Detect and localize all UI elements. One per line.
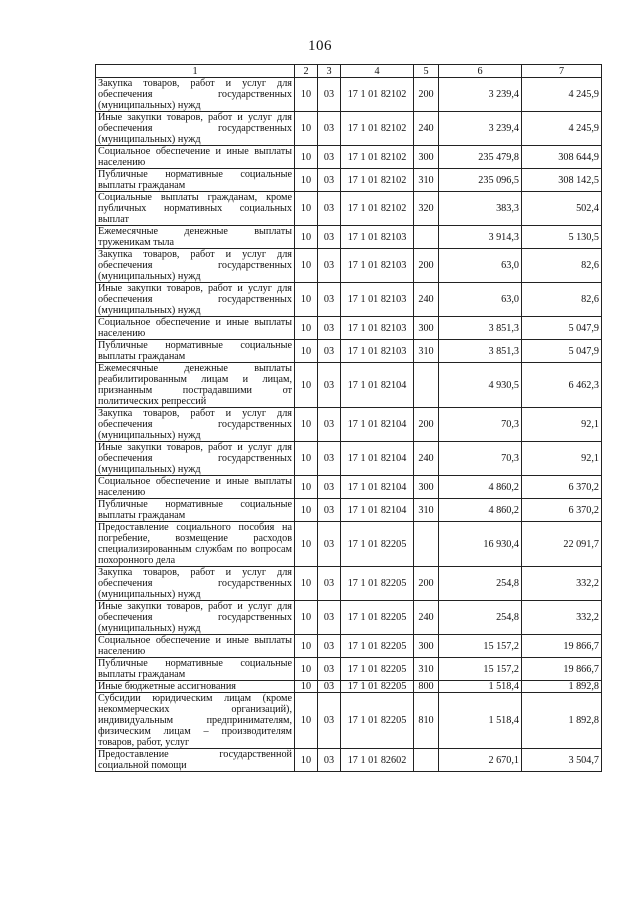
table-row: [96, 442, 602, 476]
row-name: Иные закупки товаров, работ и услуг для обеспечения государственных (муниципальных) нужд: [96, 601, 295, 635]
row-subsection: 03: [318, 192, 341, 226]
table-row: [96, 317, 602, 340]
row-amount-year2: 5 130,5: [522, 226, 602, 249]
row-amount-year2: 308 644,9: [522, 146, 602, 169]
row-section: 10: [295, 749, 318, 772]
row-name: Закупка товаров, работ и услуг для обеспечения государственных (муниципальных) нужд: [96, 78, 295, 112]
row-subsection: 03: [318, 749, 341, 772]
row-name: Социальное обеспечение и иные выплаты населению: [96, 476, 295, 499]
column-header: 5: [414, 65, 439, 78]
row-amount-year2: 332,2: [522, 567, 602, 601]
row-expense-type: 810: [414, 693, 439, 749]
row-amount-year1: 15 157,2: [439, 658, 522, 681]
row-expense-type: 200: [414, 78, 439, 112]
row-section: 10: [295, 442, 318, 476]
row-amount-year1: 3 851,3: [439, 340, 522, 363]
column-header: 4: [341, 65, 414, 78]
row-target-code: 17 1 01 82104: [341, 408, 414, 442]
row-amount-year1: 235 479,8: [439, 146, 522, 169]
row-name: Иные закупки товаров, работ и услуг для обеспечения государственных (муниципальных) нужд: [96, 283, 295, 317]
row-subsection: 03: [318, 408, 341, 442]
row-amount-year2: 4 245,9: [522, 112, 602, 146]
row-section: 10: [295, 169, 318, 192]
row-target-code: 17 1 01 82205: [341, 658, 414, 681]
row-name: Иные бюджетные ассигнования: [96, 681, 295, 693]
row-subsection: 03: [318, 693, 341, 749]
row-target-code: 17 1 01 82205: [341, 681, 414, 693]
row-section: 10: [295, 340, 318, 363]
table-row: [96, 693, 602, 749]
row-amount-year2: 6 462,3: [522, 363, 602, 408]
row-amount-year1: 63,0: [439, 283, 522, 317]
row-name: Иные закупки товаров, работ и услуг для обеспечения государственных (муниципальных) нужд: [96, 112, 295, 146]
row-target-code: 17 1 01 82102: [341, 78, 414, 112]
row-expense-type: 800: [414, 681, 439, 693]
row-name: Иные закупки товаров, работ и услуг для обеспечения государственных (муниципальных) нужд: [96, 442, 295, 476]
column-header: 6: [439, 65, 522, 78]
row-amount-year2: 82,6: [522, 249, 602, 283]
row-name: Субсидии юридическим лицам (кроме некоммерческих организаций), индивидуальным предпринимателям, физическим лицам – производителям товаров, работ, услуг: [96, 693, 295, 749]
row-expense-type: 240: [414, 283, 439, 317]
row-expense-type: 300: [414, 317, 439, 340]
row-subsection: 03: [318, 363, 341, 408]
table-row: [96, 476, 602, 499]
table-row: [96, 408, 602, 442]
row-amount-year2: 22 091,7: [522, 522, 602, 567]
row-expense-type: 200: [414, 408, 439, 442]
row-amount-year2: 3 504,7: [522, 749, 602, 772]
row-subsection: 03: [318, 442, 341, 476]
row-target-code: 17 1 01 82103: [341, 249, 414, 283]
row-name: Публичные нормативные социальные выплаты гражданам: [96, 340, 295, 363]
table-row: [96, 499, 602, 522]
row-expense-type: [414, 522, 439, 567]
row-expense-type: 240: [414, 442, 439, 476]
row-expense-type: 310: [414, 340, 439, 363]
row-name: Социальное обеспечение и иные выплаты населению: [96, 146, 295, 169]
row-section: 10: [295, 499, 318, 522]
row-amount-year2: 332,2: [522, 601, 602, 635]
row-amount-year1: 4 930,5: [439, 363, 522, 408]
row-amount-year1: 254,8: [439, 601, 522, 635]
budget-table: [95, 64, 602, 772]
row-section: 10: [295, 226, 318, 249]
table-row: [96, 146, 602, 169]
row-name: Социальные выплаты гражданам, кроме публичных нормативных социальных выплат: [96, 192, 295, 226]
row-target-code: 17 1 01 82102: [341, 192, 414, 226]
row-target-code: 17 1 01 82102: [341, 169, 414, 192]
row-section: 10: [295, 681, 318, 693]
row-name: Публичные нормативные социальные выплаты гражданам: [96, 169, 295, 192]
row-target-code: 17 1 01 82602: [341, 749, 414, 772]
column-header: 1: [96, 65, 295, 78]
row-name: Социальное обеспечение и иные выплаты населению: [96, 635, 295, 658]
row-subsection: 03: [318, 681, 341, 693]
row-section: 10: [295, 408, 318, 442]
row-target-code: 17 1 01 82102: [341, 146, 414, 169]
row-expense-type: 320: [414, 192, 439, 226]
table-row: [96, 601, 602, 635]
row-section: 10: [295, 112, 318, 146]
row-section: 10: [295, 658, 318, 681]
row-expense-type: 300: [414, 476, 439, 499]
row-section: 10: [295, 146, 318, 169]
row-amount-year1: 2 670,1: [439, 749, 522, 772]
row-amount-year1: 1 518,4: [439, 693, 522, 749]
row-subsection: 03: [318, 658, 341, 681]
table-row: [96, 169, 602, 192]
row-expense-type: [414, 749, 439, 772]
row-amount-year1: 4 860,2: [439, 476, 522, 499]
row-subsection: 03: [318, 522, 341, 567]
row-amount-year1: 4 860,2: [439, 499, 522, 522]
row-amount-year1: 63,0: [439, 249, 522, 283]
row-amount-year2: 82,6: [522, 283, 602, 317]
row-amount-year1: 70,3: [439, 442, 522, 476]
row-section: 10: [295, 283, 318, 317]
row-subsection: 03: [318, 567, 341, 601]
row-amount-year2: 308 142,5: [522, 169, 602, 192]
row-amount-year2: 4 245,9: [522, 78, 602, 112]
table-row: [96, 112, 602, 146]
row-subsection: 03: [318, 601, 341, 635]
row-section: 10: [295, 317, 318, 340]
row-target-code: 17 1 01 82205: [341, 567, 414, 601]
row-expense-type: 300: [414, 146, 439, 169]
row-name: Закупка товаров, работ и услуг для обеспечения государственных (муниципальных) нужд: [96, 408, 295, 442]
row-target-code: 17 1 01 82104: [341, 442, 414, 476]
row-name: Ежемесячные денежные выплаты труженикам тыла: [96, 226, 295, 249]
row-subsection: 03: [318, 249, 341, 283]
row-subsection: 03: [318, 226, 341, 249]
row-amount-year1: 3 239,4: [439, 78, 522, 112]
table-row: [96, 249, 602, 283]
row-expense-type: 240: [414, 601, 439, 635]
row-section: 10: [295, 192, 318, 226]
table-row: [96, 340, 602, 363]
row-section: 10: [295, 249, 318, 283]
row-target-code: 17 1 01 82205: [341, 601, 414, 635]
row-amount-year2: 92,1: [522, 408, 602, 442]
row-target-code: 17 1 01 82103: [341, 317, 414, 340]
row-subsection: 03: [318, 635, 341, 658]
row-amount-year1: 70,3: [439, 408, 522, 442]
row-section: 10: [295, 522, 318, 567]
row-amount-year1: 254,8: [439, 567, 522, 601]
row-section: 10: [295, 693, 318, 749]
row-expense-type: [414, 226, 439, 249]
row-amount-year1: 15 157,2: [439, 635, 522, 658]
row-name: Социальное обеспечение и иные выплаты населению: [96, 317, 295, 340]
row-target-code: 17 1 01 82103: [341, 226, 414, 249]
row-amount-year2: 19 866,7: [522, 635, 602, 658]
row-amount-year1: 235 096,5: [439, 169, 522, 192]
row-section: 10: [295, 601, 318, 635]
row-name: Закупка товаров, работ и услуг для обеспечения государственных (муниципальных) нужд: [96, 249, 295, 283]
table-row: [96, 192, 602, 226]
row-expense-type: 240: [414, 112, 439, 146]
row-amount-year2: 19 866,7: [522, 658, 602, 681]
column-header: 2: [295, 65, 318, 78]
table-row: [96, 283, 602, 317]
row-subsection: 03: [318, 112, 341, 146]
row-expense-type: 310: [414, 658, 439, 681]
row-name: Публичные нормативные социальные выплаты гражданам: [96, 658, 295, 681]
row-section: 10: [295, 78, 318, 112]
table-row: [96, 749, 602, 772]
row-section: 10: [295, 476, 318, 499]
column-header: 3: [318, 65, 341, 78]
row-subsection: 03: [318, 499, 341, 522]
row-subsection: 03: [318, 317, 341, 340]
row-section: 10: [295, 363, 318, 408]
row-target-code: 17 1 01 82205: [341, 693, 414, 749]
row-section: 10: [295, 635, 318, 658]
row-expense-type: 300: [414, 635, 439, 658]
row-amount-year2: 502,4: [522, 192, 602, 226]
row-section: 10: [295, 567, 318, 601]
row-amount-year2: 6 370,2: [522, 476, 602, 499]
row-target-code: 17 1 01 82103: [341, 283, 414, 317]
row-expense-type: [414, 363, 439, 408]
row-amount-year2: 6 370,2: [522, 499, 602, 522]
row-amount-year2: 5 047,9: [522, 317, 602, 340]
table-row: [96, 522, 602, 567]
row-target-code: 17 1 01 82102: [341, 112, 414, 146]
row-amount-year1: 16 930,4: [439, 522, 522, 567]
row-subsection: 03: [318, 340, 341, 363]
row-amount-year1: 3 239,4: [439, 112, 522, 146]
row-subsection: 03: [318, 283, 341, 317]
row-name: Предоставление государственной социальной помощи: [96, 749, 295, 772]
row-target-code: 17 1 01 82205: [341, 522, 414, 567]
row-subsection: 03: [318, 476, 341, 499]
row-target-code: 17 1 01 82205: [341, 635, 414, 658]
row-expense-type: 310: [414, 169, 439, 192]
row-target-code: 17 1 01 82104: [341, 499, 414, 522]
table-row: [96, 658, 602, 681]
table-row: [96, 226, 602, 249]
row-amount-year2: 5 047,9: [522, 340, 602, 363]
row-amount-year1: 383,3: [439, 192, 522, 226]
row-amount-year2: 1 892,8: [522, 681, 602, 693]
row-subsection: 03: [318, 146, 341, 169]
row-name: Публичные нормативные социальные выплаты гражданам: [96, 499, 295, 522]
table-header-row: [96, 65, 602, 78]
table-row: [96, 635, 602, 658]
row-target-code: 17 1 01 82104: [341, 476, 414, 499]
row-subsection: 03: [318, 169, 341, 192]
table-row: [96, 78, 602, 112]
row-target-code: 17 1 01 82104: [341, 363, 414, 408]
row-subsection: 03: [318, 78, 341, 112]
row-name: Ежемесячные денежные выплаты реабилитированным лицам и лицам, признанным пострадавшими от политических репрессий: [96, 363, 295, 408]
row-name: Закупка товаров, работ и услуг для обеспечения государственных (муниципальных) нужд: [96, 567, 295, 601]
row-expense-type: 310: [414, 499, 439, 522]
row-amount-year1: 1 518,4: [439, 681, 522, 693]
row-expense-type: 200: [414, 249, 439, 283]
page-number: 106: [308, 38, 332, 54]
table-row: [96, 681, 602, 693]
table-row: [96, 363, 602, 408]
row-amount-year2: 92,1: [522, 442, 602, 476]
row-amount-year1: 3 914,3: [439, 226, 522, 249]
row-name: Предоставление социального пособия на погребение, возмещение расходов специализированным службам по вопросам похоронного дела: [96, 522, 295, 567]
row-amount-year2: 1 892,8: [522, 693, 602, 749]
row-target-code: 17 1 01 82103: [341, 340, 414, 363]
row-amount-year1: 3 851,3: [439, 317, 522, 340]
column-header: 7: [522, 65, 602, 78]
table-row: [96, 567, 602, 601]
row-expense-type: 200: [414, 567, 439, 601]
